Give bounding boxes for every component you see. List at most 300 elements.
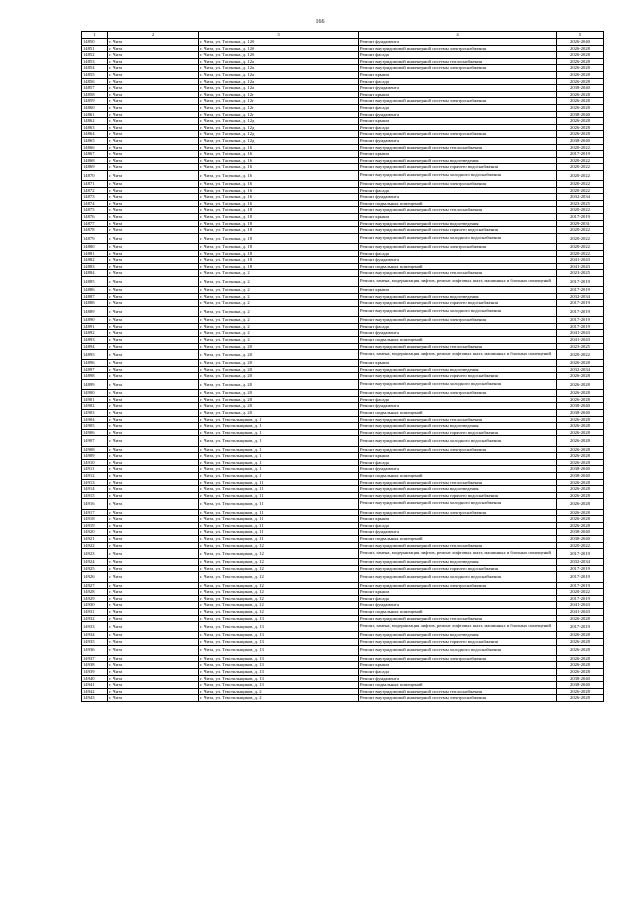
cell-address: г. Чита, ул. Тасенина, д. 2 xyxy=(199,300,359,307)
cell-row-number: 14904 xyxy=(82,416,108,423)
table-row xyxy=(82,492,604,499)
cell-address: г. Чита, ул. Текстильщиков, д. 13 xyxy=(199,668,359,675)
table-row xyxy=(82,131,604,138)
cell-municipality: г. Чита xyxy=(108,529,199,536)
cell-row-number: 14921 xyxy=(82,535,108,542)
cell-work-type: Ремонт внутридомовой инженерной системы горячего водоснабжения xyxy=(359,639,557,646)
table-row xyxy=(82,104,604,111)
table-row xyxy=(82,71,604,78)
cell-municipality: г. Чита xyxy=(108,675,199,682)
cell-work-type: Ремонт фундамента xyxy=(359,39,557,46)
cell-period: 2026-2028 xyxy=(557,71,604,78)
cell-address: г. Чита, ул. Текстильщиков, д. 12 xyxy=(199,602,359,609)
column-header-number: 1 xyxy=(82,32,108,39)
cell-period: 2026-2028 xyxy=(557,131,604,138)
cell-period: 2026-2028 xyxy=(557,688,604,695)
cell-period: 2026-2028 xyxy=(557,509,604,516)
cell-period: 2023-2025 xyxy=(557,200,604,207)
cell-work-type: Ремонт внутридомовой инженерной системы теплоснабжения xyxy=(359,58,557,65)
cell-work-type: Ремонт крыши xyxy=(359,214,557,221)
cell-period: 2020-2022 xyxy=(557,144,604,151)
cell-work-type: Ремонт, замена, модернизация лифтов, ремонт лифтовых шахт, машинных и блочных помещений xyxy=(359,276,557,286)
cell-period: 2017-2019 xyxy=(557,306,604,316)
table-row xyxy=(82,91,604,98)
cell-period: 2020-2022 xyxy=(557,227,604,234)
cell-address: г. Чита, ул. Тасенина, д. 18 xyxy=(199,257,359,264)
cell-row-number: 14850 xyxy=(82,39,108,46)
cell-work-type: Ремонт фасада xyxy=(359,52,557,59)
table-row xyxy=(82,396,604,403)
cell-address: г. Чита, ул. Тасенина, д. 20 xyxy=(199,410,359,417)
cell-period: 2020-2022 xyxy=(557,207,604,214)
cell-period: 2026-2028 xyxy=(557,423,604,430)
cell-row-number: 14878 xyxy=(82,227,108,234)
cell-municipality: г. Чита xyxy=(108,549,199,559)
cell-row-number: 14877 xyxy=(82,220,108,227)
cell-municipality: г. Чита xyxy=(108,622,199,632)
cell-row-number: 14913 xyxy=(82,479,108,486)
cell-municipality: г. Чита xyxy=(108,336,199,343)
cell-municipality: г. Чита xyxy=(108,293,199,300)
cell-work-type: Ремонт внутридомовой инженерной системы электроснабжения xyxy=(359,45,557,52)
table-row xyxy=(82,207,604,214)
cell-municipality: г. Чита xyxy=(108,695,199,702)
cell-row-number: 14861 xyxy=(82,111,108,118)
cell-municipality: г. Чита xyxy=(108,366,199,373)
cell-row-number: 14869 xyxy=(82,164,108,171)
cell-municipality: г. Чита xyxy=(108,244,199,251)
table-row xyxy=(82,250,604,257)
cell-municipality: г. Чита xyxy=(108,459,199,466)
cell-period: 2026-2028 xyxy=(557,390,604,397)
cell-work-type: Ремонт внутридомовой инженерной системы холодного водоснабжения xyxy=(359,436,557,446)
table-row xyxy=(82,227,604,234)
cell-address: г. Чита, ул. Тасенина, д. 18 xyxy=(199,214,359,221)
cell-address: г. Чита, ул. Текстильщиков, д. 1 xyxy=(199,436,359,446)
table-row xyxy=(82,287,604,294)
cell-address: г. Чита, ул. Тасенина, д. 12д xyxy=(199,124,359,131)
cell-row-number: 14856 xyxy=(82,78,108,85)
cell-work-type: Ремонт подвальных помещений xyxy=(359,410,557,417)
cell-period: 2026-2028 xyxy=(557,655,604,662)
table-row xyxy=(82,257,604,264)
cell-period: 2029-2031 xyxy=(557,220,604,227)
table-row xyxy=(82,472,604,479)
cell-work-type: Ремонт внутридомовой инженерной системы электроснабжения xyxy=(359,446,557,453)
cell-work-type: Ремонт внутридомовой инженерной системы водоотведения xyxy=(359,632,557,639)
cell-work-type: Ремонт внутридомовой инженерной системы электроснабжения xyxy=(359,390,557,397)
column-header-address: 3 xyxy=(199,32,359,39)
cell-work-type: Ремонт фасада xyxy=(359,668,557,675)
cell-address: г. Чита, ул. Тасенина, д. 12а xyxy=(199,65,359,72)
table-row xyxy=(82,164,604,171)
cell-work-type: Ремонт внутридомовой инженерной системы водоотведения xyxy=(359,559,557,566)
cell-address: г. Чита, ул. Тасенина, д. 2 xyxy=(199,317,359,324)
cell-municipality: г. Чита xyxy=(108,58,199,65)
cell-work-type: Ремонт внутридомовой инженерной системы теплоснабжения xyxy=(359,416,557,423)
cell-period: 2032-2034 xyxy=(557,194,604,201)
cell-period: 2017-2019 xyxy=(557,317,604,324)
table-row xyxy=(82,194,604,201)
table-row xyxy=(82,98,604,105)
cell-row-number: 14919 xyxy=(82,522,108,529)
cell-address: г. Чита, ул. Текстильщиков, д. 12 xyxy=(199,595,359,602)
table-row xyxy=(82,609,604,616)
cell-row-number: 14906 xyxy=(82,429,108,436)
cell-period: 2038-2040 xyxy=(557,403,604,410)
cell-municipality: г. Чита xyxy=(108,559,199,566)
cell-municipality: г. Чита xyxy=(108,270,199,277)
cell-work-type: Ремонт фундамента xyxy=(359,330,557,337)
cell-address: г. Чита, ул. Тасенина, д. 16 xyxy=(199,151,359,158)
cell-period: 2020-2022 xyxy=(557,164,604,171)
cell-address: г. Чита, ул. Тасенина, д. 12г xyxy=(199,91,359,98)
cell-row-number: 14883 xyxy=(82,263,108,270)
cell-row-number: 14872 xyxy=(82,187,108,194)
cell-municipality: г. Чита xyxy=(108,486,199,493)
cell-row-number: 14930 xyxy=(82,602,108,609)
cell-work-type: Ремонт внутридомовой инженерной системы электроснабжения xyxy=(359,244,557,251)
cell-work-type: Ремонт фасада xyxy=(359,78,557,85)
cell-municipality: г. Чита xyxy=(108,609,199,616)
cell-address: г. Чита, ул. Текстильщиков, д. 13 xyxy=(199,662,359,669)
cell-period: 2026-2028 xyxy=(557,492,604,499)
cell-period: 2038-2040 xyxy=(557,111,604,118)
cell-row-number: 14928 xyxy=(82,589,108,596)
cell-period: 2026-2028 xyxy=(557,615,604,622)
cell-period: 2026-2028 xyxy=(557,124,604,131)
cell-address: г. Чита, ул. Тасенина, д. 2 xyxy=(199,276,359,286)
cell-period: 2017-2019 xyxy=(557,622,604,632)
cell-municipality: г. Чита xyxy=(108,233,199,243)
cell-period: 2026-2028 xyxy=(557,78,604,85)
table-row xyxy=(82,549,604,559)
cell-period: 2026-2028 xyxy=(557,453,604,460)
table-row xyxy=(82,306,604,316)
cell-period: 2026-2028 xyxy=(557,91,604,98)
cell-period: 2023-2025 xyxy=(557,270,604,277)
table-row xyxy=(82,360,604,367)
table-row xyxy=(82,323,604,330)
cell-municipality: г. Чита xyxy=(108,396,199,403)
cell-municipality: г. Чита xyxy=(108,300,199,307)
cell-row-number: 14862 xyxy=(82,118,108,125)
cell-address: г. Чита, ул. Тасенина, д. 16 xyxy=(199,170,359,180)
cell-period: 2041-2043 xyxy=(557,257,604,264)
cell-address: г. Чита, ул. Тасенина, д. 20 xyxy=(199,343,359,350)
cell-municipality: г. Чита xyxy=(108,360,199,367)
cell-municipality: г. Чита xyxy=(108,91,199,98)
cell-municipality: г. Чита xyxy=(108,250,199,257)
table-row xyxy=(82,459,604,466)
cell-row-number: 14851 xyxy=(82,45,108,52)
cell-municipality: г. Чита xyxy=(108,472,199,479)
cell-row-number: 14876 xyxy=(82,214,108,221)
cell-address: г. Чита, ул. Текстильщиков, д. 1 xyxy=(199,472,359,479)
cell-address: г. Чита, ул. Тасенина, д. 12б xyxy=(199,45,359,52)
table-row xyxy=(82,453,604,460)
cell-municipality: г. Чита xyxy=(108,453,199,460)
cell-period: 2041-2043 xyxy=(557,336,604,343)
table-row xyxy=(82,336,604,343)
cell-row-number: 14910 xyxy=(82,459,108,466)
cell-period: 2038-2040 xyxy=(557,675,604,682)
cell-period: 2026-2028 xyxy=(557,522,604,529)
cell-municipality: г. Чита xyxy=(108,200,199,207)
cell-work-type: Ремонт внутридомовой инженерной системы холодного водоснабжения xyxy=(359,572,557,582)
cell-period: 2038-2040 xyxy=(557,682,604,689)
cell-municipality: г. Чита xyxy=(108,85,199,92)
cell-work-type: Ремонт крыши xyxy=(359,360,557,367)
cell-municipality: г. Чита xyxy=(108,655,199,662)
cell-period: 2032-2034 xyxy=(557,559,604,566)
cell-period: 2017-2019 xyxy=(557,151,604,158)
cell-municipality: г. Чита xyxy=(108,207,199,214)
cell-address: г. Чита, ул. Тасенина, д. 16 xyxy=(199,181,359,188)
cell-work-type: Ремонт подвальных помещений xyxy=(359,472,557,479)
cell-address: г. Чита, ул. Тасенина, д. 20 xyxy=(199,350,359,360)
cell-row-number: 14917 xyxy=(82,509,108,516)
cell-address: г. Чита, ул. Текстильщиков, д. 11 xyxy=(199,499,359,509)
cell-work-type: Ремонт внутридомовой инженерной системы холодного водоснабжения xyxy=(359,170,557,180)
cell-municipality: г. Чита xyxy=(108,542,199,549)
cell-work-type: Ремонт внутридомовой инженерной системы горячего водоснабжения xyxy=(359,429,557,436)
cell-municipality: г. Чита xyxy=(108,602,199,609)
table-row xyxy=(82,366,604,373)
cell-row-number: 14866 xyxy=(82,144,108,151)
table-row xyxy=(82,170,604,180)
cell-work-type: Ремонт внутридомовой инженерной системы электроснабжения xyxy=(359,131,557,138)
cell-period: 2017-2019 xyxy=(557,565,604,572)
table-row xyxy=(82,214,604,221)
cell-work-type: Ремонт внутридомовой инженерной системы горячего водоснабжения xyxy=(359,373,557,380)
cell-row-number: 14855 xyxy=(82,71,108,78)
cell-row-number: 14891 xyxy=(82,323,108,330)
cell-address: г. Чита, ул. Текстильщиков, д. 1 xyxy=(199,423,359,430)
table-row xyxy=(82,233,604,243)
cell-period: 2026-2028 xyxy=(557,52,604,59)
cell-row-number: 14900 xyxy=(82,390,108,397)
cell-municipality: г. Чита xyxy=(108,522,199,529)
table-row xyxy=(82,144,604,151)
table-row xyxy=(82,622,604,632)
cell-address: г. Чита, ул. Текстильщиков, д. 2 xyxy=(199,695,359,702)
table-row xyxy=(82,58,604,65)
cell-work-type: Ремонт внутридомовой инженерной системы водоотведения xyxy=(359,293,557,300)
cell-work-type: Ремонт внутридомовой инженерной системы теплоснабжения xyxy=(359,542,557,549)
column-header-municipality: 2 xyxy=(108,32,199,39)
table-row xyxy=(82,429,604,436)
cell-municipality: г. Чита xyxy=(108,317,199,324)
cell-work-type: Ремонт подвальных помещений xyxy=(359,682,557,689)
cell-work-type: Ремонт внутридомовой инженерной системы холодного водоснабжения xyxy=(359,306,557,316)
cell-municipality: г. Чита xyxy=(108,446,199,453)
cell-row-number: 14925 xyxy=(82,565,108,572)
cell-address: г. Чита, ул. Тасенина, д. 20 xyxy=(199,403,359,410)
cell-address: г. Чита, ул. Тасенина, д. 12д xyxy=(199,131,359,138)
cell-address: г. Чита, ул. Тасенина, д. 16 xyxy=(199,200,359,207)
cell-row-number: 14854 xyxy=(82,65,108,72)
cell-municipality: г. Чита xyxy=(108,257,199,264)
cell-row-number: 14859 xyxy=(82,98,108,105)
table-row xyxy=(82,263,604,270)
table-row xyxy=(82,695,604,702)
cell-municipality: г. Чита xyxy=(108,380,199,390)
cell-municipality: г. Чита xyxy=(108,423,199,430)
cell-row-number: 14894 xyxy=(82,343,108,350)
cell-address: г. Чита, ул. Текстильщиков, д. 13 xyxy=(199,615,359,622)
cell-row-number: 14879 xyxy=(82,233,108,243)
table-row xyxy=(82,111,604,118)
cell-period: 2020-2022 xyxy=(557,589,604,596)
cell-address: г. Чита, ул. Текстильщиков, д. 12 xyxy=(199,609,359,616)
cell-work-type: Ремонт подвальных помещений xyxy=(359,263,557,270)
cell-period: 2017-2019 xyxy=(557,276,604,286)
cell-work-type: Ремонт внутридомовой инженерной системы теплоснабжения xyxy=(359,688,557,695)
cell-period: 2026-2028 xyxy=(557,373,604,380)
cell-address: г. Чита, ул. Тасенина, д. 18 xyxy=(199,233,359,243)
cell-address: г. Чита, ул. Текстильщиков, д. 11 xyxy=(199,492,359,499)
cell-row-number: 14912 xyxy=(82,472,108,479)
cell-address: г. Чита, ул. Текстильщиков, д. 13 xyxy=(199,682,359,689)
cell-municipality: г. Чита xyxy=(108,78,199,85)
cell-address: г. Чита, ул. Тасенина, д. 20 xyxy=(199,390,359,397)
cell-period: 2026-2028 xyxy=(557,429,604,436)
cell-row-number: 14870 xyxy=(82,170,108,180)
cell-row-number: 14892 xyxy=(82,330,108,337)
cell-row-number: 14939 xyxy=(82,668,108,675)
cell-work-type: Ремонт фасада xyxy=(359,104,557,111)
cell-row-number: 14858 xyxy=(82,91,108,98)
cell-period: 2038-2040 xyxy=(557,137,604,144)
cell-row-number: 14916 xyxy=(82,499,108,509)
cell-row-number: 14940 xyxy=(82,675,108,682)
cell-work-type: Ремонт фасада xyxy=(359,459,557,466)
cell-row-number: 14889 xyxy=(82,306,108,316)
table-row xyxy=(82,509,604,516)
cell-row-number: 14918 xyxy=(82,516,108,523)
table-row xyxy=(82,446,604,453)
cell-period: 2038-2040 xyxy=(557,535,604,542)
cell-address: г. Чита, ул. Текстильщиков, д. 1 xyxy=(199,446,359,453)
cell-municipality: г. Чита xyxy=(108,535,199,542)
table-row xyxy=(82,516,604,523)
cell-row-number: 14875 xyxy=(82,207,108,214)
cell-municipality: г. Чита xyxy=(108,306,199,316)
cell-work-type: Ремонт, замена, модернизация лифтов, ремонт лифтовых шахт, машинных и блочных помещений xyxy=(359,549,557,559)
cell-municipality: г. Чита xyxy=(108,589,199,596)
cell-row-number: 14943 xyxy=(82,695,108,702)
cell-period: 2026-2028 xyxy=(557,645,604,655)
cell-address: г. Чита, ул. Текстильщиков, д. 1 xyxy=(199,453,359,460)
cell-work-type: Ремонт, замена, модернизация лифтов, ремонт лифтовых шахт, машинных и блочных помещений xyxy=(359,350,557,360)
cell-period: 2026-2028 xyxy=(557,380,604,390)
table-row xyxy=(82,124,604,131)
cell-municipality: г. Чита xyxy=(108,157,199,164)
cell-address: г. Чита, ул. Тасенина, д. 12а xyxy=(199,58,359,65)
cell-row-number: 14863 xyxy=(82,124,108,131)
cell-municipality: г. Чита xyxy=(108,227,199,234)
cell-address: г. Чита, ул. Текстильщиков, д. 11 xyxy=(199,529,359,536)
cell-row-number: 14923 xyxy=(82,549,108,559)
cell-address: г. Чита, ул. Тасенина, д. 12б xyxy=(199,39,359,46)
cell-address: г. Чита, ул. Текстильщиков, д. 11 xyxy=(199,535,359,542)
table-row xyxy=(82,682,604,689)
table-row xyxy=(82,270,604,277)
table-row xyxy=(82,293,604,300)
cell-work-type: Ремонт крыши xyxy=(359,516,557,523)
cell-work-type: Ремонт фасада xyxy=(359,187,557,194)
table-row xyxy=(82,300,604,307)
cell-row-number: 14895 xyxy=(82,350,108,360)
cell-municipality: г. Чита xyxy=(108,104,199,111)
cell-period: 2026-2028 xyxy=(557,98,604,105)
cell-row-number: 14884 xyxy=(82,270,108,277)
cell-address: г. Чита, ул. Текстильщиков, д. 12 xyxy=(199,549,359,559)
cell-municipality: г. Чита xyxy=(108,499,199,509)
cell-address: г. Чита, ул. Текстильщиков, д. 12 xyxy=(199,572,359,582)
repair-schedule-table xyxy=(81,31,604,702)
column-header-period: 5 xyxy=(557,32,604,39)
cell-address: г. Чита, ул. Текстильщиков, д. 1 xyxy=(199,429,359,436)
cell-row-number: 14897 xyxy=(82,366,108,373)
cell-work-type: Ремонт внутридомовой инженерной системы электроснабжения xyxy=(359,695,557,702)
cell-period: 2017-2019 xyxy=(557,572,604,582)
cell-address: г. Чита, ул. Тасенина, д. 16 xyxy=(199,164,359,171)
cell-address: г. Чита, ул. Текстильщиков, д. 12 xyxy=(199,559,359,566)
cell-address: г. Чита, ул. Тасенина, д. 20 xyxy=(199,373,359,380)
table-row xyxy=(82,118,604,125)
cell-municipality: г. Чита xyxy=(108,595,199,602)
table-row xyxy=(82,529,604,536)
cell-period: 2020-2022 xyxy=(557,170,604,180)
cell-row-number: 14886 xyxy=(82,287,108,294)
cell-row-number: 14915 xyxy=(82,492,108,499)
cell-work-type: Ремонт внутридомовой инженерной системы электроснабжения xyxy=(359,582,557,589)
cell-period: 2026-2028 xyxy=(557,668,604,675)
table-row xyxy=(82,187,604,194)
cell-work-type: Ремонт крыши xyxy=(359,71,557,78)
cell-work-type: Ремонт внутридомовой инженерной системы теплоснабжения xyxy=(359,144,557,151)
cell-work-type: Ремонт фундамента xyxy=(359,137,557,144)
cell-address: г. Чита, ул. Текстильщиков, д. 12 xyxy=(199,565,359,572)
cell-period: 2017-2019 xyxy=(557,214,604,221)
cell-row-number: 14920 xyxy=(82,529,108,536)
cell-period: 2026-2028 xyxy=(557,516,604,523)
cell-period: 2020-2022 xyxy=(557,181,604,188)
cell-period: 2026-2028 xyxy=(557,695,604,702)
cell-work-type: Ремонт внутридомовой инженерной системы водоотведения xyxy=(359,486,557,493)
table-row xyxy=(82,486,604,493)
table-row xyxy=(82,522,604,529)
cell-row-number: 14868 xyxy=(82,157,108,164)
cell-period: 2038-2040 xyxy=(557,85,604,92)
cell-work-type: Ремонт фасада xyxy=(359,124,557,131)
cell-address: г. Чита, ул. Тасенина, д. 12г xyxy=(199,104,359,111)
cell-address: г. Чита, ул. Текстильщиков, д. 11 xyxy=(199,479,359,486)
cell-row-number: 14933 xyxy=(82,622,108,632)
cell-municipality: г. Чита xyxy=(108,124,199,131)
cell-period: 2041-2043 xyxy=(557,602,604,609)
cell-period: 2038-2040 xyxy=(557,472,604,479)
cell-period: 2026-2028 xyxy=(557,639,604,646)
cell-period: 2026-2028 xyxy=(557,396,604,403)
cell-period: 2026-2028 xyxy=(557,446,604,453)
cell-municipality: г. Чита xyxy=(108,187,199,194)
cell-work-type: Ремонт внутридомовой инженерной системы холодного водоснабжения xyxy=(359,233,557,243)
cell-row-number: 14907 xyxy=(82,436,108,446)
cell-work-type: Ремонт фундамента xyxy=(359,403,557,410)
